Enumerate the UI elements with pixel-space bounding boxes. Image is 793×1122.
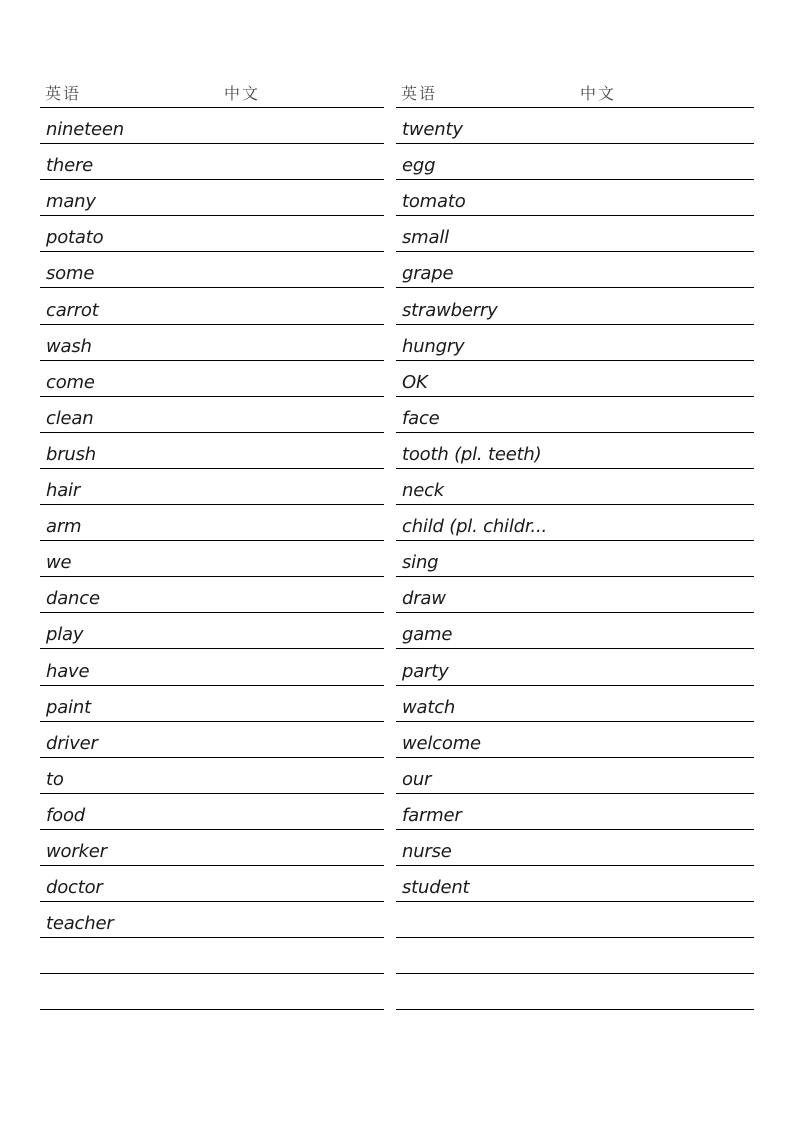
- table-row: [396, 649, 754, 685]
- table-row: [40, 325, 384, 361]
- table-row: [396, 433, 754, 469]
- english-word: some: [46, 263, 95, 285]
- rows-container-right: [396, 108, 754, 1010]
- english-word: neck: [402, 480, 445, 502]
- table-row: [396, 180, 754, 216]
- table-row: [396, 252, 754, 288]
- table-row: [40, 433, 384, 469]
- rows-container-left: [40, 108, 384, 1010]
- english-word: hair: [46, 480, 81, 502]
- english-word: our: [402, 768, 432, 790]
- english-word: nineteen: [46, 119, 124, 141]
- english-word: brush: [46, 443, 97, 465]
- table-row-empty: [40, 974, 384, 1010]
- table-row: [40, 144, 384, 180]
- english-word: egg: [402, 155, 436, 177]
- english-word: play: [46, 624, 84, 646]
- table-row: [40, 469, 384, 505]
- table-row: [396, 288, 754, 324]
- english-word: dance: [46, 588, 100, 610]
- table-row: [40, 902, 384, 938]
- english-word: party: [402, 660, 449, 682]
- table-row: [396, 325, 754, 361]
- english-word: wash: [46, 335, 92, 357]
- table-row: [396, 397, 754, 433]
- english-word: OK: [402, 371, 428, 393]
- table-row: [40, 830, 384, 866]
- english-word: tomato: [402, 191, 466, 213]
- vocab-table: [40, 83, 754, 1010]
- english-word: welcome: [402, 732, 481, 754]
- english-word: there: [46, 155, 94, 177]
- english-word: food: [46, 804, 85, 826]
- table-row: [396, 216, 754, 252]
- english-word: small: [402, 227, 449, 249]
- table-row: [40, 686, 384, 722]
- english-word: come: [46, 371, 95, 393]
- table-row: [396, 469, 754, 505]
- table-row-empty: [396, 974, 754, 1010]
- english-word: carrot: [46, 299, 99, 321]
- english-word: sing: [402, 552, 439, 574]
- english-word: child (pl. childr...: [402, 516, 547, 538]
- table-row: [396, 361, 754, 397]
- table-row: [396, 108, 754, 144]
- english-word: clean: [46, 407, 94, 429]
- table-row: [40, 758, 384, 794]
- table-row-empty: [396, 902, 754, 938]
- header-chinese-label: 中文: [580, 84, 617, 103]
- table-row: [40, 216, 384, 252]
- table-row: [40, 361, 384, 397]
- table-row: [40, 722, 384, 758]
- table-row: [396, 144, 754, 180]
- english-word: watch: [402, 696, 456, 718]
- english-word: driver: [46, 732, 98, 754]
- table-row-empty: [396, 938, 754, 974]
- english-word: paint: [46, 696, 91, 718]
- english-word: to: [46, 768, 64, 790]
- table-row: [40, 505, 384, 541]
- english-word: farmer: [402, 804, 462, 826]
- table-row: [396, 758, 754, 794]
- table-row: [396, 686, 754, 722]
- table-row: [396, 830, 754, 866]
- table-row: [396, 613, 754, 649]
- header-chinese-label: 中文: [224, 84, 261, 103]
- english-word: game: [402, 624, 453, 646]
- table-row: [40, 180, 384, 216]
- vocab-column-left: [40, 83, 384, 1010]
- table-row: [396, 505, 754, 541]
- english-word: we: [46, 552, 72, 574]
- header-english-label: 英语: [45, 84, 82, 103]
- english-word: potato: [46, 227, 104, 249]
- table-row: [40, 649, 384, 685]
- table-row: [40, 288, 384, 324]
- english-word: face: [402, 407, 440, 429]
- english-word: student: [402, 877, 470, 899]
- english-word: twenty: [402, 119, 463, 141]
- table-row: [396, 541, 754, 577]
- english-word: teacher: [46, 913, 114, 935]
- english-word: doctor: [46, 877, 103, 899]
- table-row: [40, 541, 384, 577]
- table-row: [396, 794, 754, 830]
- english-word: grape: [402, 263, 454, 285]
- table-row: [40, 866, 384, 902]
- english-word: nurse: [402, 840, 452, 862]
- table-row: [396, 722, 754, 758]
- table-row: [396, 866, 754, 902]
- english-word: hungry: [402, 335, 465, 357]
- english-word: many: [46, 191, 96, 213]
- table-row: [396, 577, 754, 613]
- table-row: [40, 613, 384, 649]
- table-row-empty: [40, 938, 384, 974]
- english-word: have: [46, 660, 90, 682]
- english-word: draw: [402, 588, 446, 610]
- column-header-right: [396, 83, 754, 108]
- english-word: strawberry: [402, 299, 498, 321]
- english-word: arm: [46, 516, 82, 538]
- table-row: [40, 252, 384, 288]
- english-word: worker: [46, 840, 107, 862]
- column-header-left: [40, 83, 384, 108]
- english-word: tooth (pl. teeth): [402, 443, 542, 465]
- vocab-column-right: [396, 83, 754, 1010]
- table-row: [40, 794, 384, 830]
- header-english-label: 英语: [401, 84, 438, 103]
- table-row: [40, 577, 384, 613]
- table-row: [40, 397, 384, 433]
- table-row: [40, 108, 384, 144]
